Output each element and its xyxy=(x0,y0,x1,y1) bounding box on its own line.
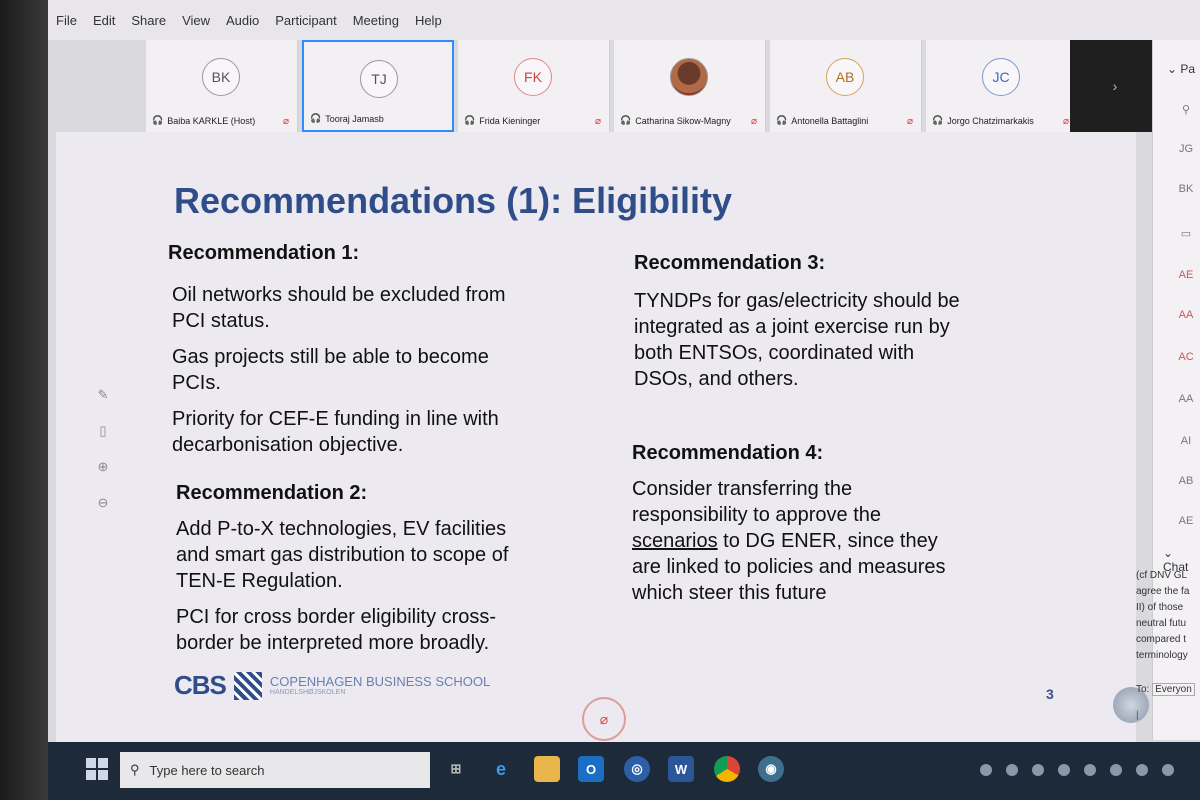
participant-tile[interactable] xyxy=(146,40,298,132)
participant-tile[interactable] xyxy=(770,40,922,132)
headset-icon: 🎧 xyxy=(932,115,944,125)
participant-name: Frida Kieninger xyxy=(479,115,541,126)
headset-icon: 🎧 xyxy=(620,115,632,125)
screen xyxy=(48,0,1200,800)
word-icon[interactable]: W xyxy=(668,756,694,782)
slide-page-number: 3 xyxy=(1046,686,1054,702)
shared-slide xyxy=(56,132,1136,742)
cbs-wordmark: CBS xyxy=(174,670,226,700)
headset-icon: 🎧 xyxy=(152,115,164,125)
text-line: TEN-E Regulation. xyxy=(176,570,343,592)
zoom-in-icon[interactable]: ⊕ xyxy=(97,459,109,474)
avatar: AA xyxy=(1178,393,1194,405)
participant-name: Antonella Battaglini xyxy=(791,115,869,126)
menu-edit[interactable]: Edit xyxy=(92,12,116,28)
avatar: JC xyxy=(982,58,1020,96)
participant-tile[interactable] xyxy=(614,40,766,132)
muted-mic-icon: ⌀ xyxy=(594,116,601,127)
taskbar-search-box[interactable] xyxy=(120,752,430,788)
text-line: PCIs. xyxy=(172,372,221,394)
recommendation-3-text xyxy=(634,288,960,392)
participant-tile[interactable] xyxy=(458,40,610,132)
chat-line: II) of those xyxy=(1136,602,1184,613)
chevron-down-icon[interactable]: ⌄ xyxy=(1163,546,1174,560)
participant-strip xyxy=(146,40,1116,132)
menu-bar xyxy=(48,0,1200,40)
menu-view[interactable]: View xyxy=(182,12,211,28)
zoom-out-icon[interactable]: ⊖ xyxy=(97,495,109,510)
unmute-button[interactable] xyxy=(582,697,626,741)
recommendation-3-heading: Recommendation 3: xyxy=(634,252,826,274)
school-name: COPENHAGEN BUSINESS SCHOOL xyxy=(269,674,491,689)
edge-icon[interactable]: e xyxy=(495,758,506,779)
avatar: AE xyxy=(1178,269,1194,281)
participant-tile-active-speaker[interactable] xyxy=(302,40,454,132)
windows-taskbar xyxy=(48,742,1200,800)
text-line: which steer this future xyxy=(632,582,827,604)
scenarios-link: scenarios xyxy=(632,530,718,552)
menu-participant[interactable]: Participant xyxy=(275,12,337,28)
tray-icon[interactable] xyxy=(1006,764,1018,776)
tray-icon[interactable] xyxy=(1110,764,1122,776)
tray-icon[interactable] xyxy=(980,764,992,776)
chat-line: terminology xyxy=(1136,650,1188,661)
chat-messages xyxy=(1136,570,1200,742)
chat-recipient-select[interactable]: Everyon xyxy=(1152,683,1195,696)
muted-mic-icon: ⌀ xyxy=(599,710,609,727)
text-line: DSOs, and others. xyxy=(634,368,799,390)
search-icon[interactable]: ⚲ xyxy=(1181,103,1191,116)
participant-tile[interactable] xyxy=(926,40,1078,132)
text-line: both ENTSOs, coordinated with xyxy=(634,342,915,364)
slide-title: Recommendations (1): Eligibility xyxy=(174,180,733,221)
avatar: FK xyxy=(514,58,552,96)
chat-line: compared t xyxy=(1136,634,1187,645)
participant-name: Catharina Sikow-Magny xyxy=(635,115,731,126)
tray-icon[interactable] xyxy=(1162,764,1174,776)
panel-title: Pa xyxy=(1180,62,1196,76)
text-line: scenarios to DG ENER, since they xyxy=(632,530,938,552)
tray-icon[interactable] xyxy=(1058,764,1070,776)
zoom-app-icon[interactable]: ◎ xyxy=(624,756,650,782)
menu-share[interactable]: Share xyxy=(131,12,167,28)
headset-icon: 🎧 xyxy=(776,115,788,125)
text-line: Oil networks should be excluded from xyxy=(172,284,506,306)
menu-audio[interactable]: Audio xyxy=(226,12,260,28)
screen-share-icon: ▭ xyxy=(1180,227,1192,240)
text-line: PCI for cross border eligibility cross- xyxy=(176,606,497,628)
chevron-down-icon[interactable]: ⌄ xyxy=(1167,62,1181,76)
headset-icon: 🎧 xyxy=(310,113,322,123)
app-icon[interactable]: ◉ xyxy=(758,756,784,782)
annotation-toolbar xyxy=(94,387,112,513)
text-line: TYNDPs for gas/electricity should be xyxy=(634,290,960,312)
avatar: TJ xyxy=(360,60,398,98)
avatar: BK xyxy=(1178,183,1194,195)
recommendation-1-heading: Recommendation 1: xyxy=(168,242,360,264)
avatar: AE xyxy=(1178,515,1194,527)
school-subname: HANDELSHØJSKOLEN xyxy=(269,689,346,696)
menu-meeting[interactable]: Meeting xyxy=(352,12,399,28)
text-line: responsibility to approve the xyxy=(632,504,882,526)
monitor-bezel xyxy=(0,0,48,800)
text-line: PCI status. xyxy=(172,310,270,332)
text-line: are linked to policies and measures xyxy=(632,556,946,578)
muted-mic-icon: ⌀ xyxy=(1062,116,1069,127)
text-line: Consider transferring the xyxy=(632,478,853,500)
recommendation-2-text xyxy=(176,516,508,656)
participant-name: Baiba KARKLE (Host) xyxy=(167,115,256,126)
file-explorer-icon[interactable] xyxy=(534,756,560,782)
avatar: AB xyxy=(826,58,864,96)
text-line: integrated as a joint exercise run by xyxy=(634,316,950,338)
muted-mic-icon: ⌀ xyxy=(282,116,289,127)
avatar: AA xyxy=(1178,309,1194,321)
search-placeholder: Type here to search xyxy=(149,762,265,778)
recommendation-4-heading: Recommendation 4: xyxy=(632,442,824,464)
avatar: AI xyxy=(1180,435,1192,447)
recommendation-2-heading: Recommendation 2: xyxy=(176,482,368,504)
pencil-icon[interactable]: ✎ xyxy=(97,387,109,402)
cbs-emblem-icon xyxy=(234,672,262,700)
muted-mic-icon: ⌀ xyxy=(750,116,757,127)
search-icon: ⚲ xyxy=(130,762,140,777)
avatar: JG xyxy=(1178,143,1194,155)
chat-to-label: To: xyxy=(1136,684,1150,695)
system-tray xyxy=(980,764,1174,776)
text-line: decarbonisation objective. xyxy=(172,434,404,456)
text-line: Gas projects still be able to become xyxy=(172,346,489,368)
outlook-icon[interactable]: O xyxy=(578,756,604,782)
chrome-icon[interactable] xyxy=(714,756,740,782)
avatar-photo xyxy=(670,58,708,96)
chat-line: agree the fa xyxy=(1136,586,1190,597)
participant-name: Jorgo Chatzimarkakis xyxy=(947,115,1034,126)
recommendation-1-text xyxy=(172,282,506,458)
chat-line: (cf DNV GL xyxy=(1136,570,1188,581)
task-view-icon[interactable]: ⊞ xyxy=(450,761,462,776)
tray-icon[interactable] xyxy=(1032,764,1044,776)
chat-line: neutral futu xyxy=(1136,618,1187,629)
chat-input[interactable]: | xyxy=(1136,710,1139,721)
cbs-logo xyxy=(174,670,490,701)
eraser-icon[interactable]: ▯ xyxy=(99,423,107,438)
participant-name: Tooraj Jamasb xyxy=(325,113,384,124)
menu-file[interactable]: File xyxy=(56,12,77,28)
text-line: Priority for CEF-E funding in line with xyxy=(172,408,499,430)
recommendation-4-text xyxy=(632,476,946,606)
headset-icon: 🎧 xyxy=(464,115,476,125)
muted-mic-icon: ⌀ xyxy=(906,116,913,127)
avatar: AB xyxy=(1178,475,1194,487)
text-line: and smart gas distribution to scope of xyxy=(176,544,509,566)
avatar: AC xyxy=(1178,351,1194,363)
text-line: border be interpreted more broadly. xyxy=(176,632,490,654)
text-line: Add P-to-X technologies, EV facilities xyxy=(176,518,507,540)
avatar: BK xyxy=(202,58,240,96)
tray-icon[interactable] xyxy=(1136,764,1148,776)
menu-help[interactable]: Help xyxy=(414,12,442,28)
tray-icon[interactable] xyxy=(1084,764,1096,776)
windows-start-icon[interactable] xyxy=(86,758,108,780)
chat-title: Chat xyxy=(1163,560,1189,574)
next-page-arrow-icon[interactable]: › xyxy=(1070,40,1160,132)
